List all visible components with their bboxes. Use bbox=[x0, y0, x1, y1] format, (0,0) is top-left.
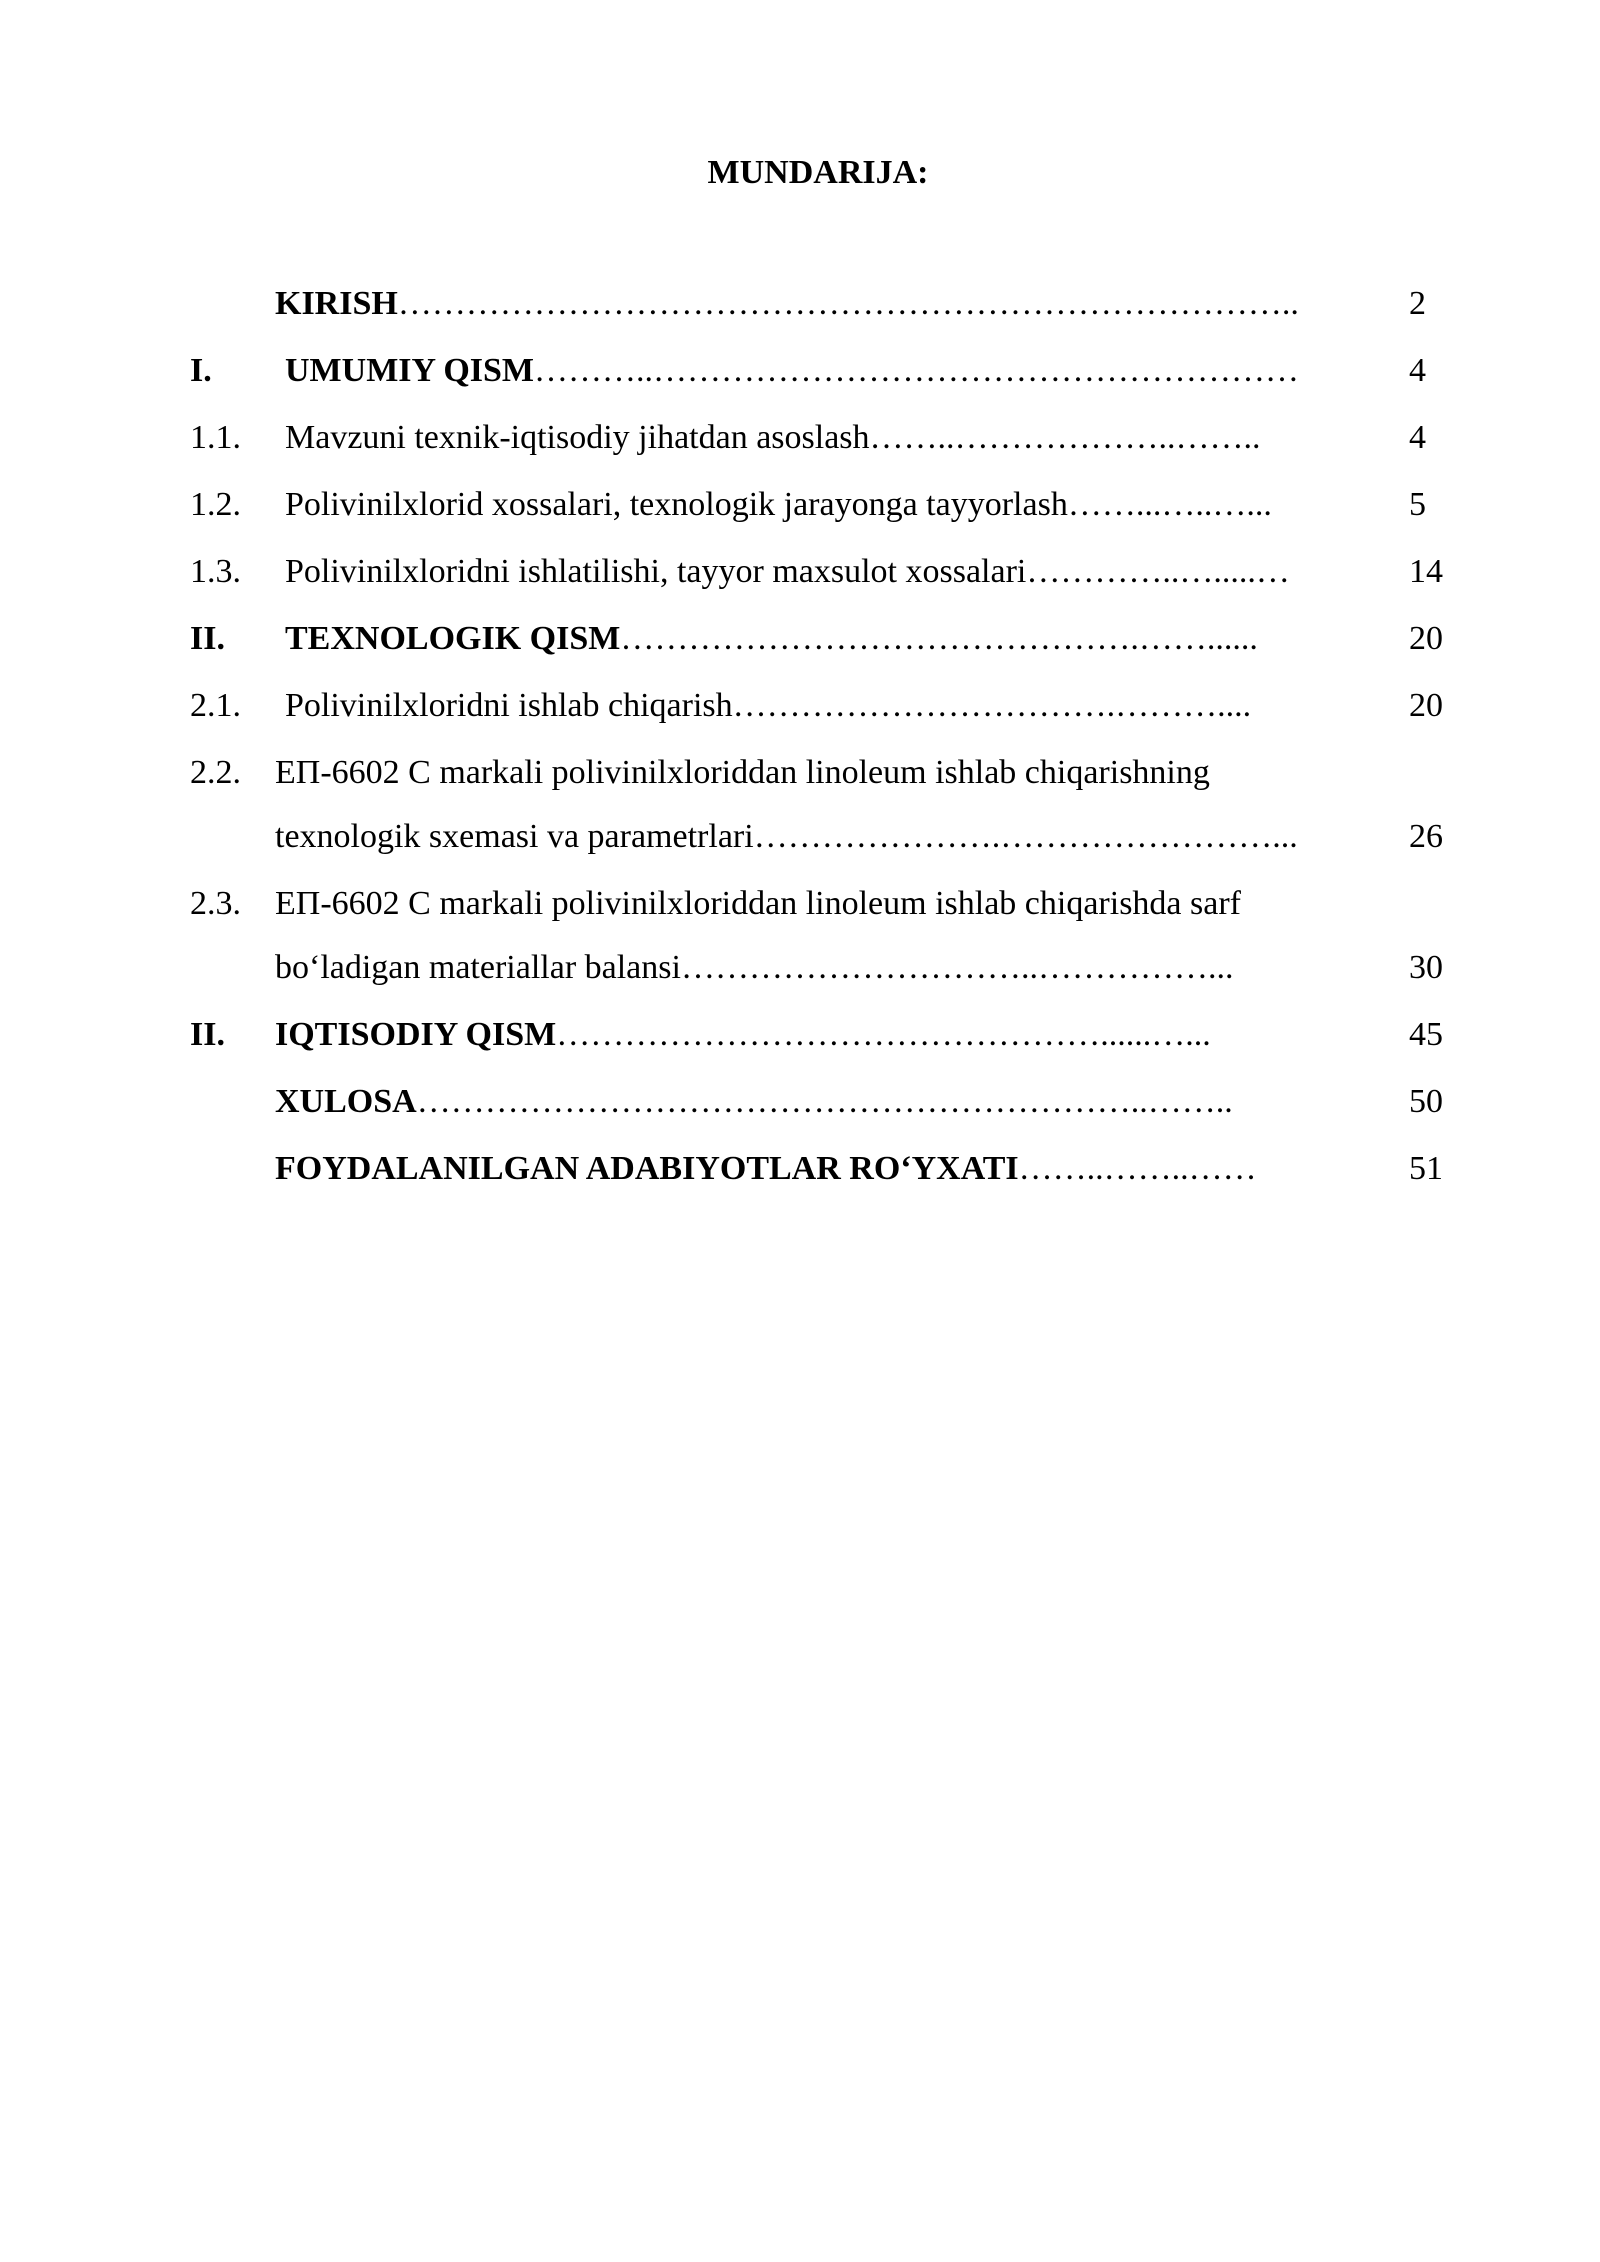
toc-leader-dots: ………..………………………………………………… bbox=[534, 352, 1299, 389]
toc-leader-dots: ……..………………..…….. bbox=[869, 419, 1261, 456]
toc-entry-number: I. bbox=[190, 352, 212, 389]
toc-entry-text bbox=[285, 483, 1272, 527]
toc-entry-title: UMUMIY QISM bbox=[285, 352, 534, 389]
toc-entry-text bbox=[275, 1147, 1257, 1191]
toc-page-number: 50 bbox=[1409, 1083, 1443, 1120]
toc-page-number: 45 bbox=[1409, 1016, 1443, 1053]
toc-entry-umumiy-qism[interactable] bbox=[0, 349, 1600, 393]
toc-page-number: 26 bbox=[1409, 818, 1443, 855]
toc-entry-title: Polivinilxlorid xossalari, texnologik jarayonga tayyorlash bbox=[285, 486, 1068, 523]
toc-entry-title: TEXNOLOGIK QISM bbox=[285, 620, 621, 657]
toc-page-number: 30 bbox=[1409, 949, 1443, 986]
toc-entry-text bbox=[275, 1013, 1211, 1057]
toc-entry-title: ЕП-6602 С markali polivinilxloriddan linoleum ishlab chiqarishning bbox=[275, 754, 1210, 791]
toc-entry-title: IQTISODIY QISM bbox=[275, 1016, 557, 1053]
toc-entry-iqtisodiy-qism[interactable] bbox=[0, 1013, 1600, 1057]
toc-entry-number: II. bbox=[190, 1016, 225, 1053]
toc-entry-2-1[interactable] bbox=[0, 684, 1600, 728]
toc-leader-dots: …………………………………………………………………….. bbox=[397, 285, 1299, 322]
toc-entry-number: 1.2. bbox=[190, 486, 241, 523]
toc-entry-text bbox=[275, 282, 1299, 326]
toc-page-number: 4 bbox=[1409, 419, 1426, 456]
toc-leader-dots: ………………………………………………………..…….. bbox=[416, 1083, 1233, 1120]
toc-entry-number: 2.3. bbox=[190, 885, 241, 922]
toc-entry-title: ЕП-6602 С markali polivinilxloriddan linoleum ishlab chiqarishda sarf bbox=[275, 885, 1241, 922]
toc-entry-1-1[interactable] bbox=[0, 416, 1600, 460]
toc-leader-dots: …………………………..……………... bbox=[680, 949, 1234, 986]
toc-entry-text bbox=[275, 815, 1298, 859]
toc-entry-title: Polivinilxloridni ishlab chiqarish bbox=[285, 687, 733, 724]
toc-page-number: 20 bbox=[1409, 687, 1443, 724]
toc-entry-text bbox=[285, 416, 1261, 460]
toc-entry-2-2-continued[interactable] bbox=[0, 815, 1600, 859]
toc-leader-dots: …………………………………………......…... bbox=[556, 1016, 1211, 1053]
toc-entry-text bbox=[285, 550, 1290, 594]
toc-entry-number: 1.3. bbox=[190, 553, 241, 590]
toc-entry-title: Polivinilxloridni ishlatilishi, tayyor maxsulot xossalari bbox=[285, 553, 1027, 590]
toc-page-number: 20 bbox=[1409, 620, 1443, 657]
toc-entry-text bbox=[285, 684, 1251, 728]
toc-entry-title: KIRISH bbox=[275, 285, 398, 322]
toc-entry-number: 2.2. bbox=[190, 754, 241, 791]
toc-entry-adabiyotlar[interactable] bbox=[0, 1147, 1600, 1191]
toc-page-number: 4 bbox=[1409, 352, 1426, 389]
toc-leader-dots: …………..….....… bbox=[1026, 553, 1290, 590]
toc-entry-text bbox=[275, 946, 1233, 990]
toc-entry-2-3-continued[interactable] bbox=[0, 946, 1600, 990]
toc-entry-number: II. bbox=[190, 620, 225, 657]
toc-entry-text bbox=[275, 1080, 1233, 1124]
toc-entry-kirish[interactable] bbox=[0, 282, 1600, 326]
toc-entry-texnologik-qism[interactable] bbox=[0, 617, 1600, 661]
toc-entry-title: XULOSA bbox=[275, 1083, 417, 1120]
page-title: MUNDARIJA: bbox=[707, 154, 929, 191]
toc-page-number: 14 bbox=[1409, 553, 1443, 590]
toc-leader-dots: ……...…..…... bbox=[1067, 486, 1272, 523]
toc-entry-title: Mavzuni texnik-iqtisodiy jihatdan asoslash bbox=[285, 419, 870, 456]
toc-page-number: 51 bbox=[1409, 1150, 1443, 1187]
toc-entry-1-2[interactable] bbox=[0, 483, 1600, 527]
toc-entry-xulosa[interactable] bbox=[0, 1080, 1600, 1124]
toc-entry-text bbox=[285, 617, 1258, 661]
toc-entry-2-3[interactable] bbox=[0, 882, 1600, 926]
toc-entry-title: bo‘ladigan materiallar balansi bbox=[275, 949, 681, 986]
toc-leader-dots: ……………………………………….……...... bbox=[620, 620, 1258, 657]
toc-entry-text bbox=[285, 349, 1299, 393]
toc-entry-title: texnologik sxemasi va parametrlari bbox=[275, 818, 754, 855]
toc-leader-dots: …………………………….……….... bbox=[732, 687, 1252, 724]
toc-entry-title: FOYDALANILGAN ADABIYOTLAR RO‘YXATI bbox=[275, 1150, 1019, 1187]
toc-entry-1-3[interactable] bbox=[0, 550, 1600, 594]
toc-entry-2-2[interactable] bbox=[0, 751, 1600, 795]
toc-entry-text bbox=[275, 882, 1241, 926]
toc-page-number: 2 bbox=[1409, 285, 1426, 322]
toc-leader-dots: ………………….……………………... bbox=[753, 818, 1298, 855]
toc-entry-number: 2.1. bbox=[190, 687, 241, 724]
toc-page-number: 5 bbox=[1409, 486, 1426, 523]
toc-entry-number: 1.1. bbox=[190, 419, 241, 456]
toc-entry-text bbox=[275, 751, 1210, 795]
toc-leader-dots: ……..……..…… bbox=[1018, 1150, 1257, 1187]
